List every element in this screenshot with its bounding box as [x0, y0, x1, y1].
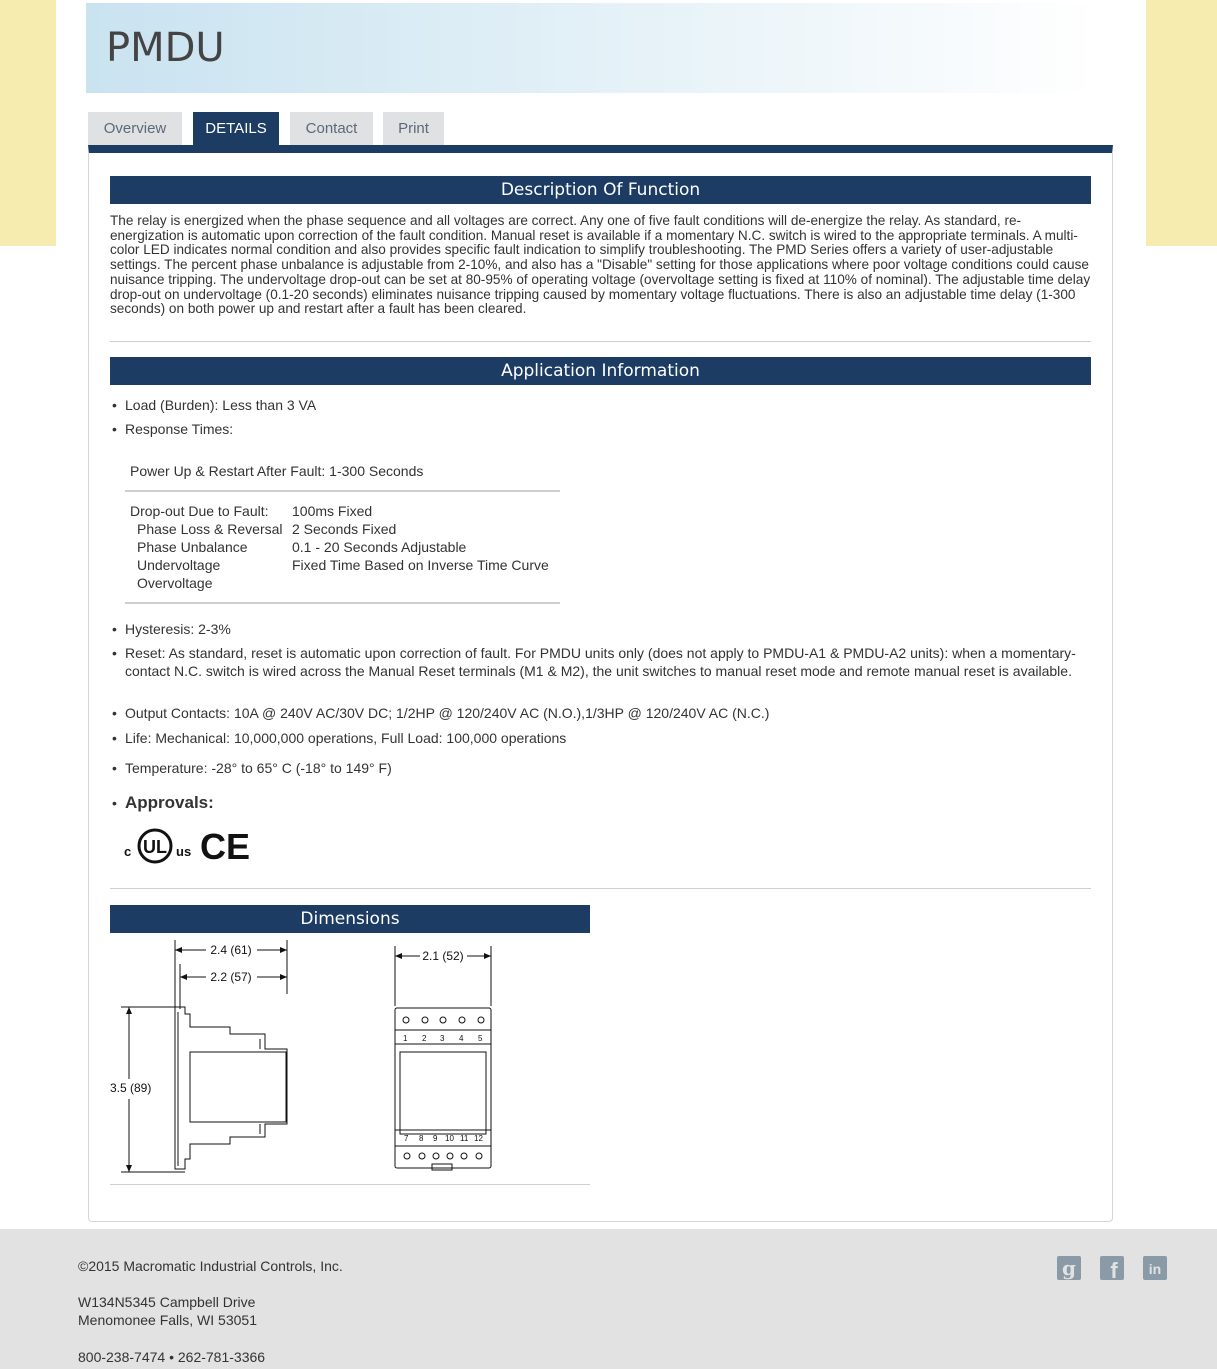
application-heading: Application Information: [110, 357, 1091, 385]
hysteresis-text: Hysteresis: 2-3%: [125, 621, 231, 637]
ul-us-text: us: [176, 844, 192, 859]
section-divider: [110, 341, 1091, 342]
terminal-label-4: 4: [459, 1034, 464, 1043]
footer-address-line2: Menomonee Falls, WI 53051: [78, 1312, 257, 1328]
dim-height: 3.5 (89): [110, 1081, 152, 1095]
footer-copyright: ©2015 Macromatic Industrial Controls, Inc.: [78, 1258, 343, 1274]
phase-loss-value: 2 Seconds Fixed: [292, 521, 397, 537]
tab-details[interactable]: DETAILS: [193, 112, 279, 145]
footer-phones: 800-238-7474 • 262-781-3366: [78, 1349, 266, 1365]
description-heading: Description Of Function: [110, 176, 1091, 204]
ul-c-text: c: [124, 844, 132, 859]
life-text: Life: Mechanical: 10,000,000 operations, Full Load: 100,000 operations: [125, 730, 567, 746]
output-contacts-text: Output Contacts: 10A @ 240V AC/30V DC; 1/2HP @ 120/240V AC (N.O.),1/3HP @ 120/240V AC (N.C.): [125, 705, 770, 721]
undervoltage-value: Fixed Time Based on Inverse Time Curve: [292, 557, 549, 573]
dim-width-outer: 2.4 (61): [210, 943, 252, 957]
dropout-label: Drop-out Due to Fault:: [130, 503, 269, 519]
response-table-rule-top: [125, 490, 560, 492]
terminal-label-12: 12: [474, 1134, 483, 1143]
description-text: The relay is energized when the phase sequence and all voltages are correct. Any one of five fault conditions will de-energize the relay. As standard, re-energization is automatic upon correction of the fault condition. Manual reset is available if a momentary N.C. switch is wired to the appropriate terminals. A multi-color LED indicates normal condition and also provides specific fault indication to simplify troubleshooting. The PMD Series offers a variety of user-adjustable settings. The percent phase unbalance is adjustable from 2-10%, and also has a "Disable" setting for those applications where poor voltage conditions could cause nuisance tripping. The undervoltage drop-out can be set at 80-95% of operating voltage (overvoltage setting is fixed at 110% of nominal). The adjustable time delay drop-out on undervoltage (0.1-20 seconds) eliminates nuisance tripping caused by momentary voltage fluctuations. There is also an adjustable time delay (1-300 seconds) on both power up and restart after a fault has been cleared.: [110, 213, 1091, 317]
approvals-label: Approvals:: [125, 793, 214, 812]
side-band-right: [1146, 0, 1217, 246]
ul-mark-text: UL: [143, 837, 167, 857]
terminal-label-1: 1: [403, 1034, 408, 1043]
ce-logo: CE: [200, 826, 251, 867]
linkedin-glyph: in: [1148, 1261, 1162, 1277]
facebook-icon[interactable]: [1100, 1256, 1124, 1283]
cul-us-logo: [124, 830, 191, 862]
terminal-label-8: 8: [419, 1134, 424, 1143]
response-table-rule-bottom: [125, 602, 560, 604]
terminal-label-11: 11: [460, 1134, 469, 1143]
side-band-left: [0, 0, 56, 246]
phase-loss-label: Phase Loss & Reversal: [137, 521, 283, 537]
dim-front-width: 2.1 (52): [422, 949, 464, 963]
reset-text: Reset: As standard, reset is automatic upon correction of fault. For PMDU units only (does not apply to PMDU-A1 & PMDU-A2 units): when a momentary-contact N.C. switch is wired across the Manual Reset terminals (M1 & M2), the unit switches to manual reset mode and remote manual reset is available.: [125, 645, 1076, 679]
overvoltage-label: Overvoltage: [137, 575, 213, 591]
terminal-label-5: 5: [478, 1034, 483, 1043]
facebook-glyph: f: [1110, 1258, 1118, 1283]
terminal-label-3: 3: [440, 1034, 445, 1043]
power-up-time: Power Up & Restart After Fault: 1-300 Seconds: [130, 463, 424, 479]
linkedin-icon[interactable]: [1143, 1256, 1167, 1280]
undervoltage-label: Undervoltage: [137, 557, 221, 573]
temperature-text: Temperature: -28° to 65° C (-18° to 149° F): [125, 760, 392, 776]
load-text: Load (Burden): Less than 3 VA: [125, 397, 317, 413]
google-glyph: g: [1062, 1256, 1076, 1280]
phase-unbalance-label: Phase Unbalance: [137, 539, 248, 555]
tab-overview[interactable]: Overview: [88, 112, 182, 145]
phase-unbalance-value: 0.1 - 20 Seconds Adjustable: [292, 539, 467, 555]
terminal-label-2: 2: [422, 1034, 427, 1043]
google-plus-icon[interactable]: [1057, 1256, 1081, 1280]
section-divider-2: [110, 888, 1091, 889]
dimensions-heading: Dimensions: [110, 905, 590, 933]
tab-contact[interactable]: Contact: [290, 112, 373, 145]
footer-address-line1: W134N5345 Campbell Drive: [78, 1294, 256, 1310]
dimensions-drawing: [110, 934, 590, 1182]
response-times-label: Response Times:: [125, 421, 234, 437]
tab-print[interactable]: Print: [383, 112, 444, 145]
dimensions-divider: [110, 1184, 590, 1185]
terminal-label-9: 9: [433, 1134, 438, 1143]
terminal-label-10: 10: [445, 1134, 454, 1143]
terminal-label-7: 7: [404, 1134, 409, 1143]
dropout-value: 100ms Fixed: [292, 503, 373, 519]
dim-width-inner: 2.2 (57): [210, 970, 252, 984]
page-title: PMDU: [106, 25, 225, 71]
title-banner: [86, 3, 1100, 93]
approval-logos: [124, 826, 251, 867]
